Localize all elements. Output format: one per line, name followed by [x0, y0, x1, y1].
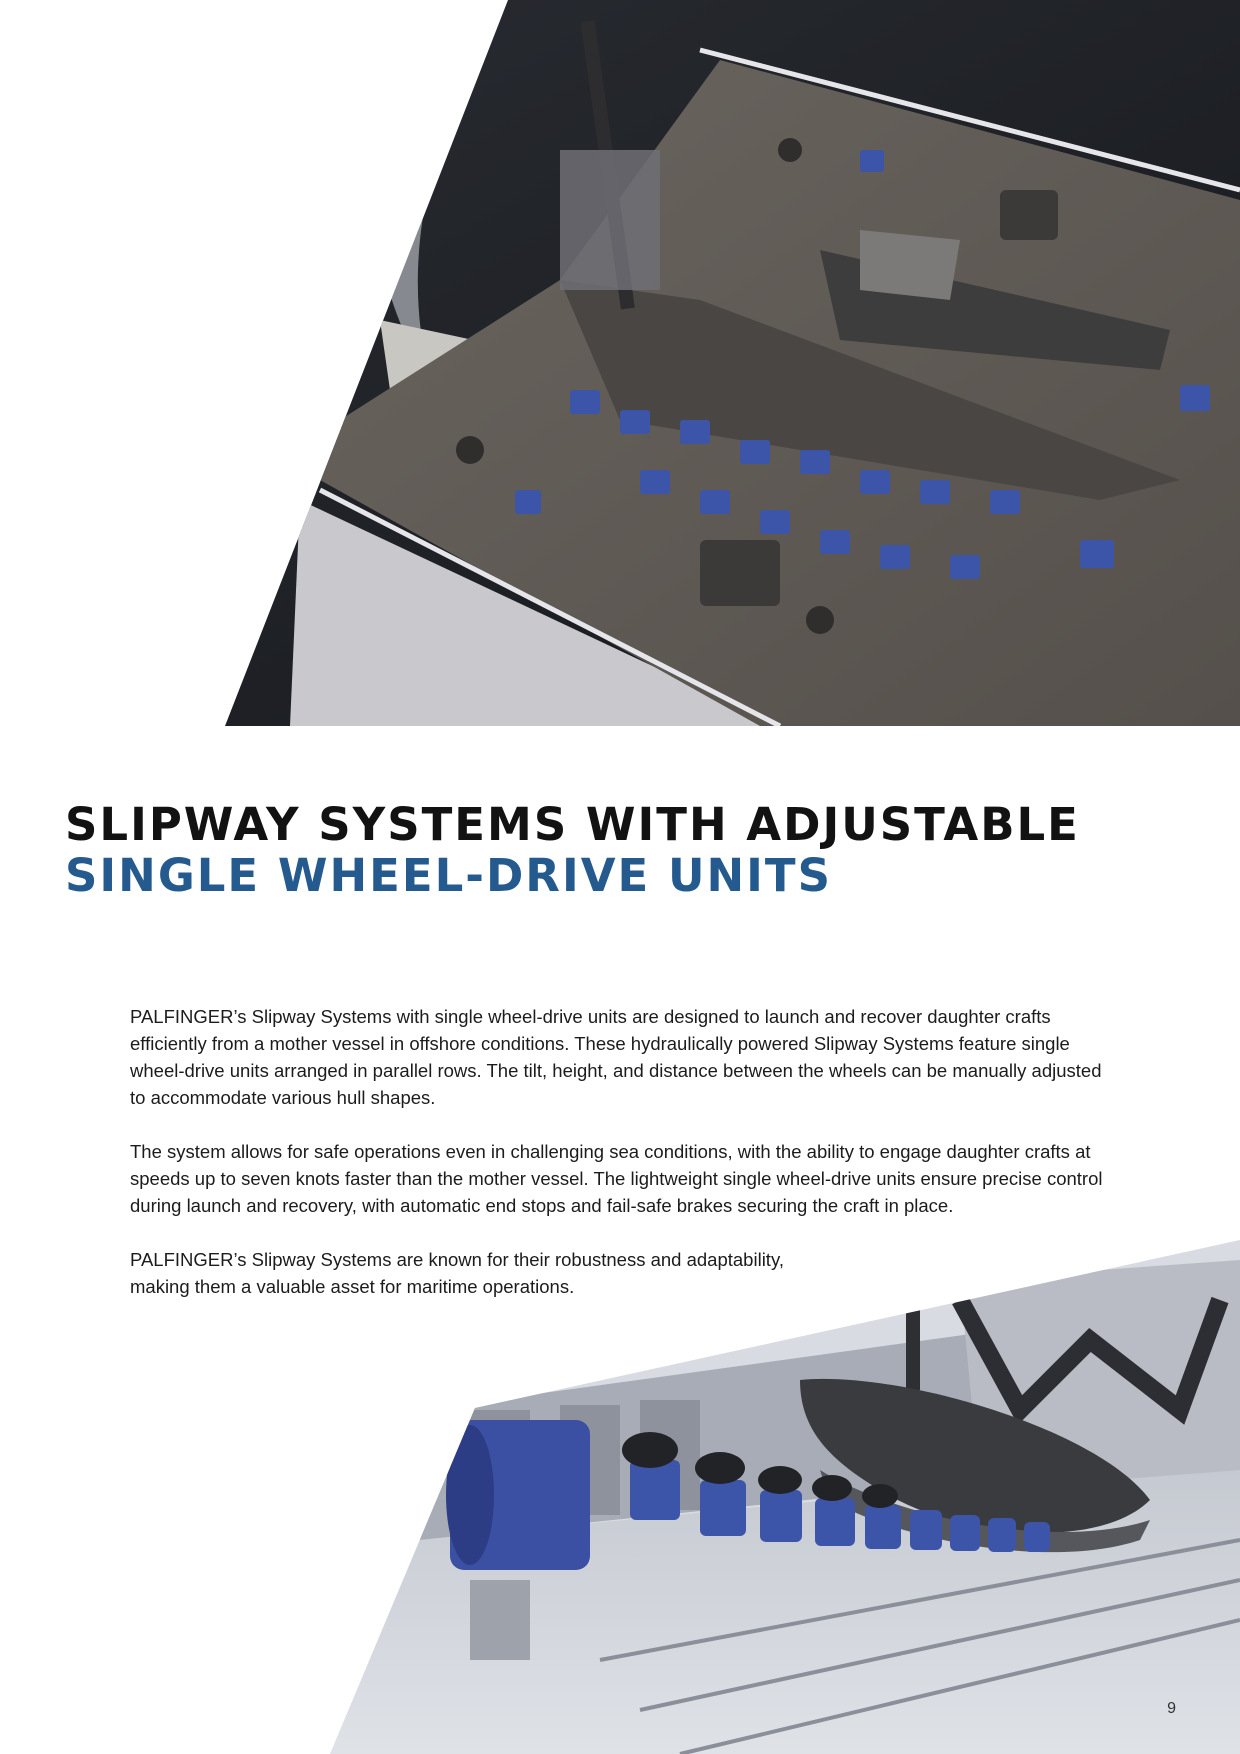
heading-line-1: SLIPWAY SYSTEMS WITH ADJUSTABLE — [65, 798, 1080, 851]
wheel-drive-units-photo — [0, 1240, 1240, 1754]
paragraph-operations: The system allows for safe operations even in challenging sea conditions, with the ability to engage daughter crafts at speeds up to seven knots faster than the mother vessel. The lightweight single wheel-drive units ensure precise control during launch and recovery, with automatic end stops and fail-safe brakes securing the craft in place. — [130, 1141, 1103, 1216]
paragraph-summary: PALFINGER’s Slipway Systems are known for their robustness and adaptability, making them a valuable asset for maritime operations. — [130, 1249, 784, 1297]
heading-line-2: SINGLE WHEEL-DRIVE UNITS — [65, 849, 832, 902]
paragraph-intro: PALFINGER’s Slipway Systems with single wheel-drive units are designed to launch and recover daughter crafts efficiently from a mother vessel in offshore conditions. These hydraulically powered Slipway Systems feature single wheel-drive units arranged in parallel rows. The tilt, height, and distance between the wheels can be manually adjusted to accommodate various hull shapes. — [130, 1006, 1102, 1108]
slipway-vessel-aerial-photo — [0, 0, 1240, 726]
page-heading — [65, 800, 1080, 902]
page-number: 9 — [1167, 1700, 1176, 1717]
